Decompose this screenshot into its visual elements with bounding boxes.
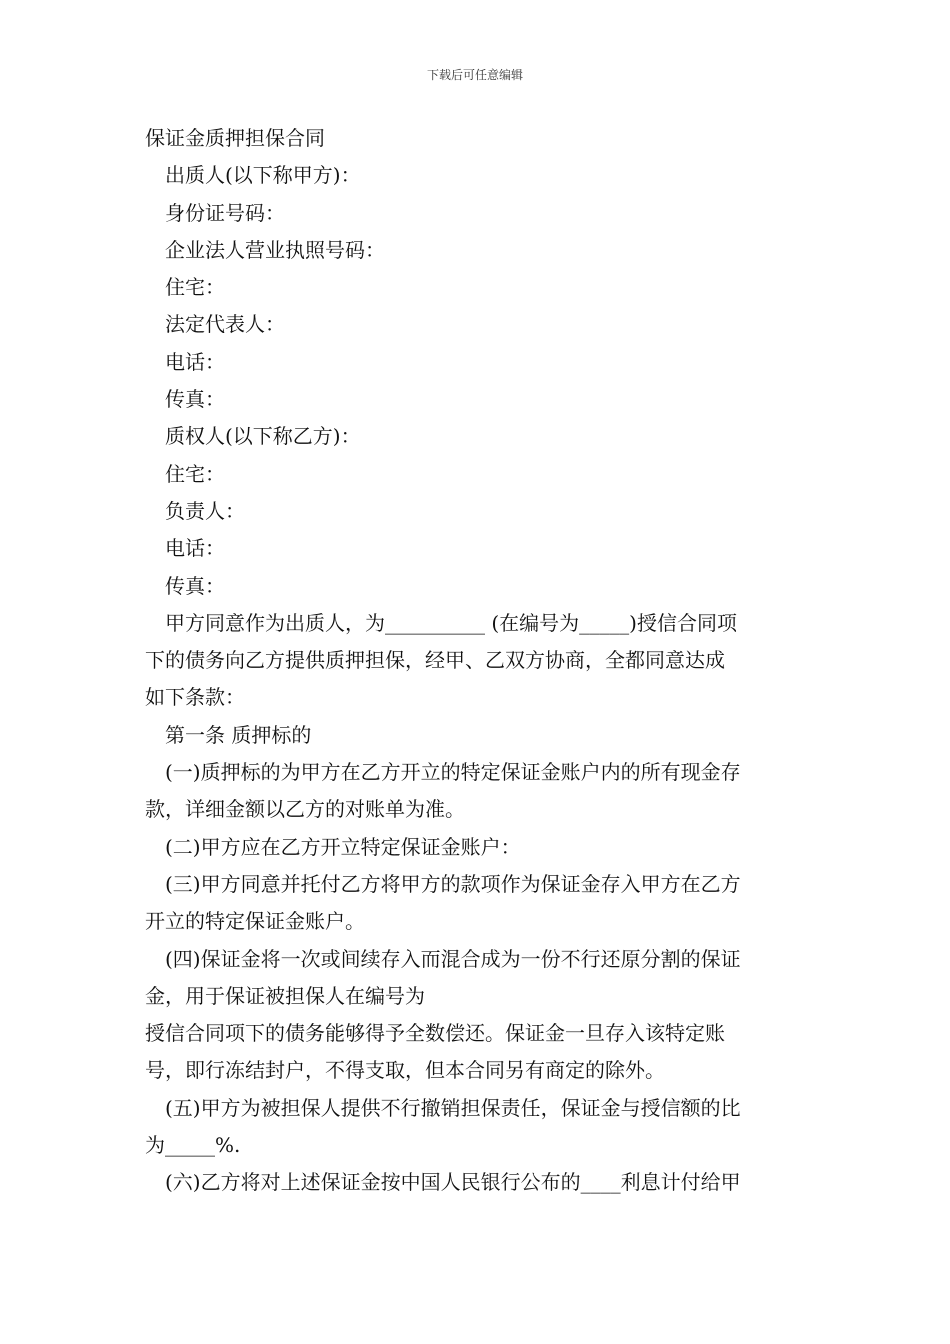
intro-line-3: 如下条款： [145, 685, 245, 710]
clause-1-line-1: (一)质押标的为甲方在乙方开立的特定保证金账户内的所有现金存 [165, 760, 741, 785]
clause-6-line-1: (六)乙方将对上述保证金按中国人民银行公布的____利息计付给甲 [165, 1170, 741, 1195]
clause-1-line-2: 款，详细金额以乙方的对账单为准。 [145, 797, 465, 822]
intro-line-2: 下的债务向乙方提供质押担保，经甲、乙双方协商，全都同意达成 [145, 648, 725, 673]
clause-3-line-2: 开立的特定保证金账户。 [145, 909, 365, 934]
pledgee-field-residence: 住宅： [165, 461, 225, 486]
pledgor-field-license-number: 企业法人营业执照号码： [165, 237, 385, 262]
contract-body [145, 120, 810, 1202]
intro-line-1: 甲方同意作为出质人，为__________ (在编号为_____)授信合同项 [165, 610, 737, 635]
pledgor-field-phone: 电话： [165, 349, 225, 374]
pledgee-field-fax: 传真： [165, 573, 225, 598]
clause-4-line-2: 金，用于保证被担保人在编号为 [145, 983, 425, 1008]
pledgor-field-id-number: 身份证号码： [165, 200, 285, 225]
clause-4-line-3: 授信合同项下的债务能够得予全数偿还。保证金一旦存入该特定账 [145, 1021, 725, 1046]
clause-4-line-1: (四)保证金将一次或间续存入而混合成为一份不行还原分割的保证 [165, 946, 741, 971]
pledgor-field-legal-representative: 法定代表人： [165, 312, 285, 337]
page-header-note: 下载后可任意编辑 [426, 68, 523, 82]
pledgee-field-party: 质权人(以下称乙方)： [165, 424, 361, 449]
article-1-heading: 第一条 质押标的 [165, 722, 312, 747]
clause-3-line-1: (三)甲方同意并托付乙方将甲方的款项作为保证金存入甲方在乙方 [165, 871, 741, 896]
clause-2: (二)甲方应在乙方开立特定保证金账户： [165, 834, 521, 859]
pledgor-field-party: 出质人(以下称甲方)： [165, 163, 361, 188]
pledgor-field-fax: 传真： [165, 387, 225, 412]
clause-5-line-1: (五)甲方为被担保人提供不行撤销担保责任，保证金与授信额的比 [165, 1095, 741, 1120]
pledgee-field-person-in-charge: 负责人： [165, 498, 245, 523]
pledgor-field-residence: 住宅： [165, 275, 225, 300]
contract-title: 保证金质押担保合同 [145, 126, 325, 150]
clause-4-line-4: 号，即行冻结封户，不得支取，但本合同另有商定的除外。 [145, 1058, 665, 1083]
clause-5-line-2: 为_____%. [145, 1133, 241, 1158]
pledgee-field-phone: 电话： [165, 536, 225, 561]
